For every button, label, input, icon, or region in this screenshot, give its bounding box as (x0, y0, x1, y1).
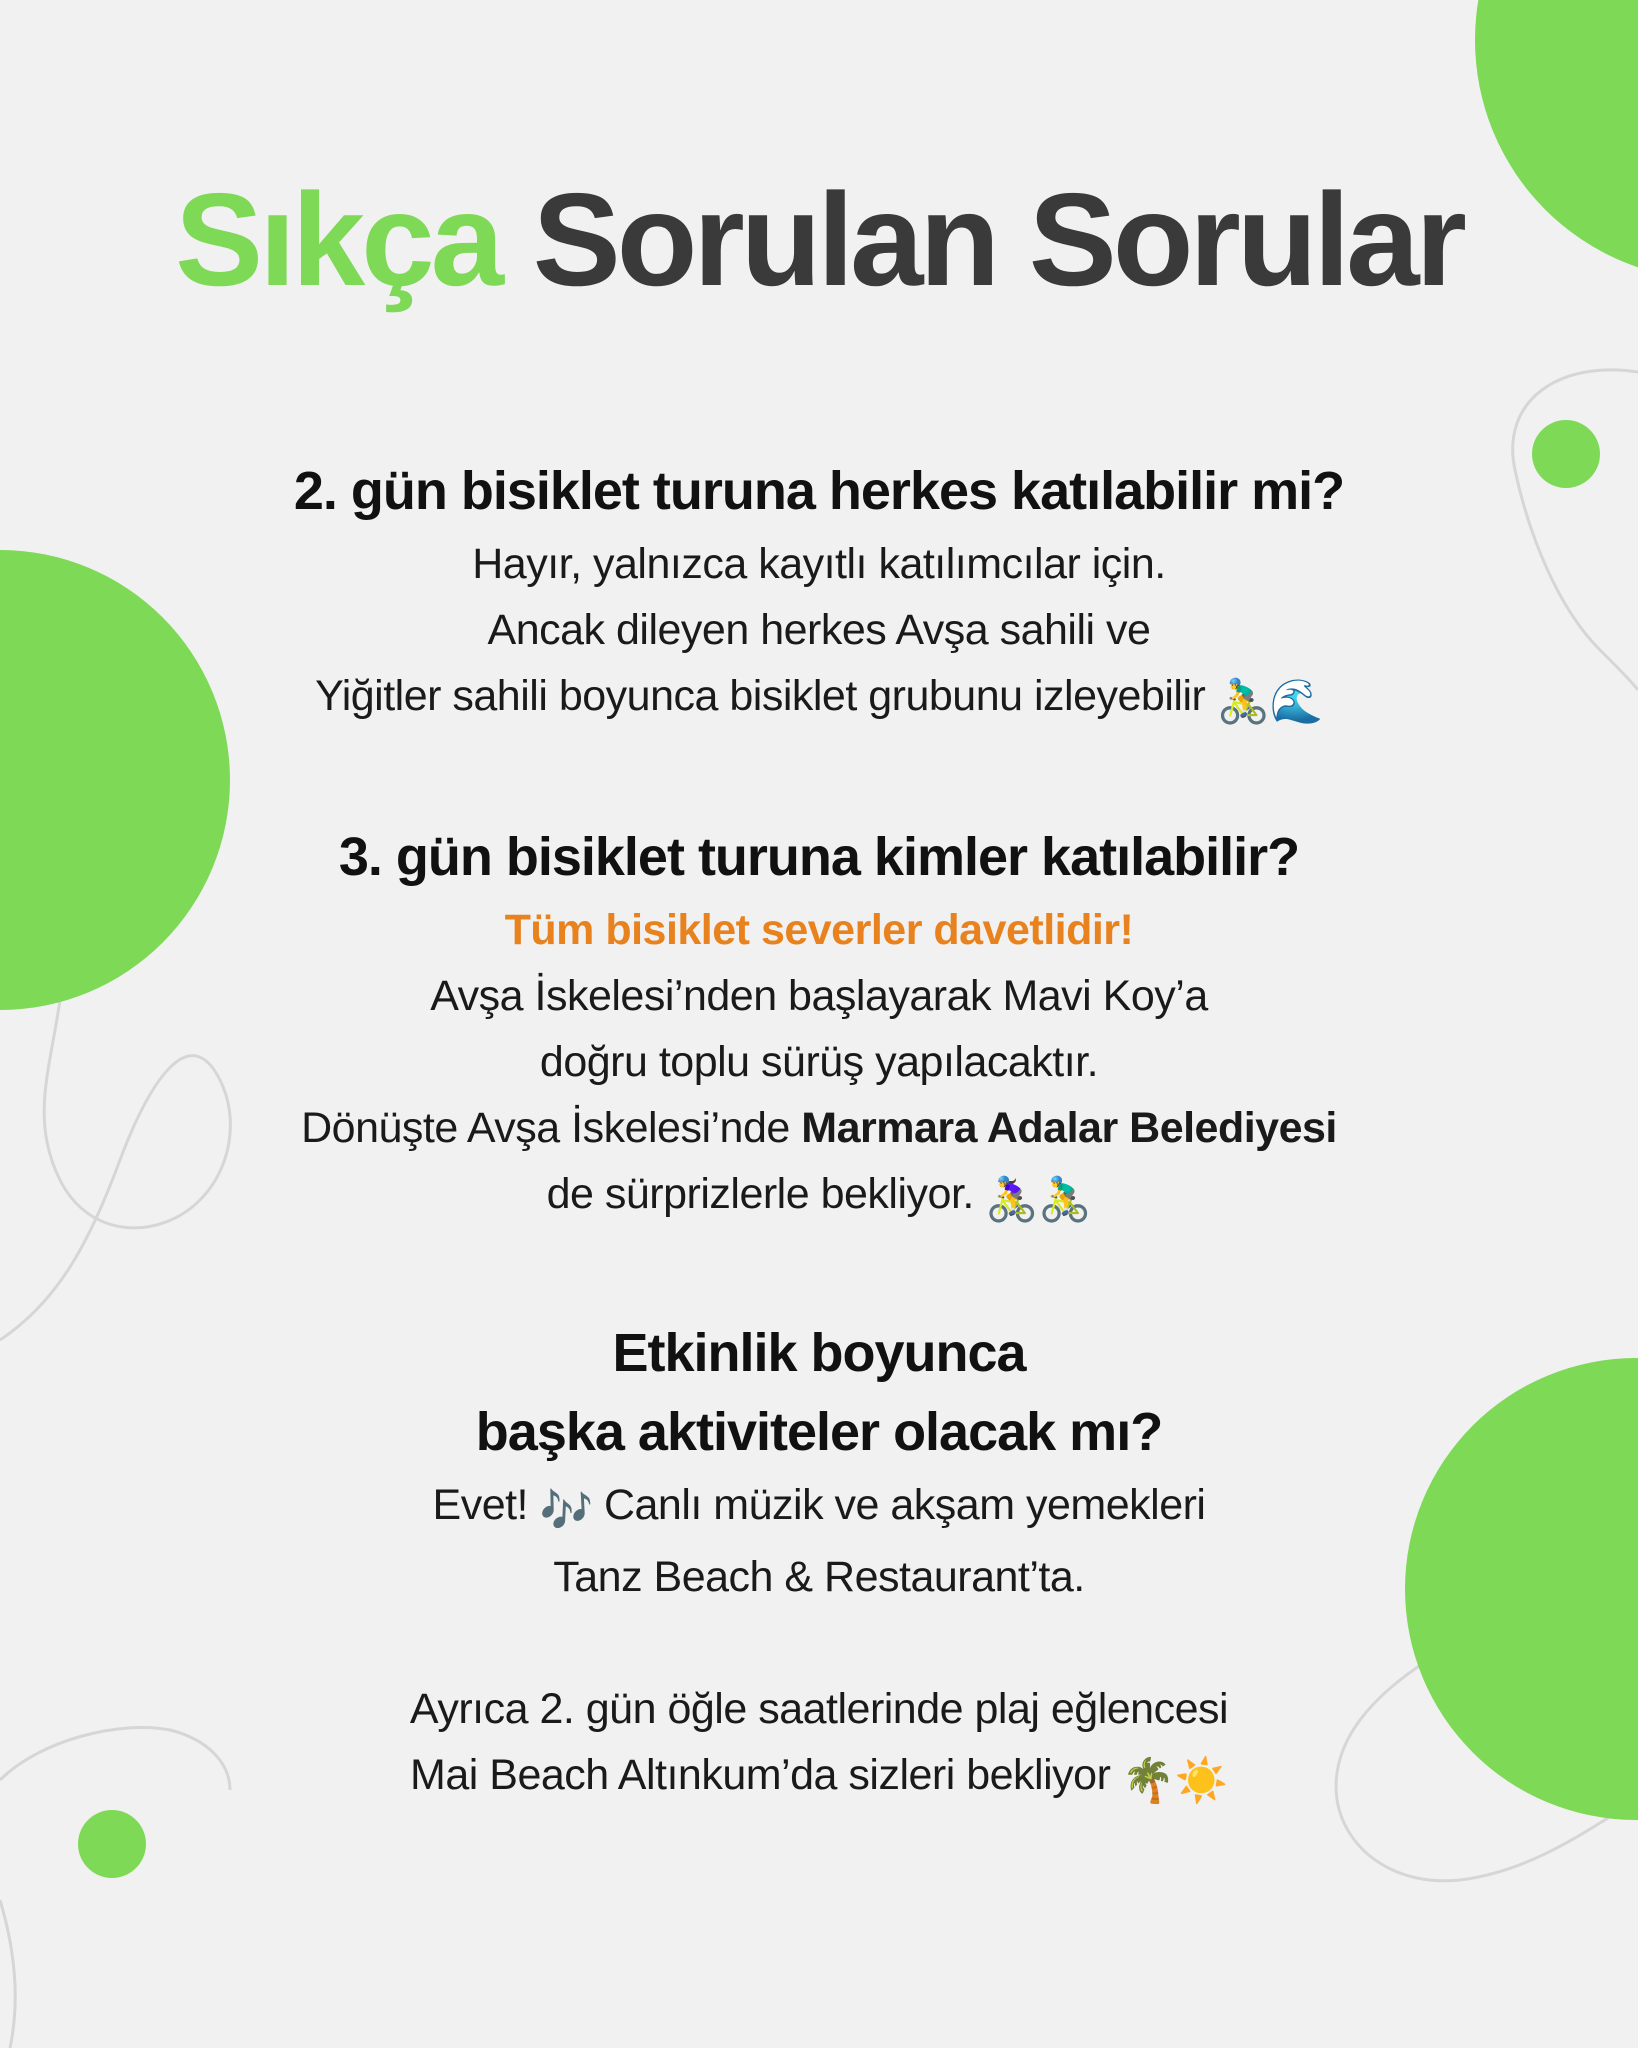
faq-answer-1-line-1: Hayır, yalnızca kayıtlı katılımcılar için. (472, 540, 1166, 588)
faq-answer-2-line-3 (0, 1095, 1638, 1161)
faq-answer-2-line-2: doğru toplu sürüş yapılacaktır. (539, 1038, 1099, 1086)
deco-dot-left (78, 1810, 146, 1878)
music-notes-icon: 🎶 (539, 1487, 593, 1535)
faq-answer-3-line-4-text: Mai Beach Altınkum’da sizleri bekliyor (410, 1751, 1111, 1799)
faq-answer-3-line-1-text: Canlı müzik ve akşam yemekleri (603, 1481, 1206, 1529)
cyclists-icon: 🚴‍♀️🚴‍♂️ (985, 1176, 1092, 1224)
cyclist-wave-icon: 🚴‍♂️🌊 (1216, 678, 1323, 726)
faq-answer-2-line-1: Avşa İskelesi’nden başlayarak Mavi Koy’a (430, 972, 1208, 1020)
faq-item-1 (0, 452, 1638, 735)
faq-answer-3-line-3: Ayrıca 2. gün öğle saatlerinde plaj eğlencesi (409, 1685, 1229, 1733)
faq-answer-3-line-1 (0, 1472, 1638, 1544)
faq-item-3 (0, 1314, 1638, 1814)
page-title (0, 165, 1638, 315)
title-rest: Sorulan Sorular (532, 166, 1463, 313)
municipality-name: Marmara Adalar Belediyesi (801, 1104, 1337, 1152)
faq-question-2: 3. gün bisiklet turuna kimler katılabilir? (338, 827, 1300, 887)
faq-item-2 (0, 818, 1638, 1233)
title-accent: Sıkça (175, 166, 501, 313)
faq-answer-2-line-3-text: Dönüşte Avşa İskelesi’nde (301, 1104, 802, 1152)
faq-answer-3-evet: Evet! (432, 1481, 529, 1529)
faq-question-3-line-1: Etkinlik boyunca (612, 1323, 1026, 1383)
faq-answer-1-line-3-text: Yiğitler sahili boyunca bisiklet grubunu izleyebilir (315, 672, 1206, 720)
faq-answer-2-highlight: Tüm bisiklet severler davetlidir! (504, 906, 1134, 954)
faq-answer-1-line-2: Ancak dileyen herkes Avşa sahili ve (487, 606, 1151, 654)
faq-answer-3-line-4 (0, 1742, 1638, 1814)
faq-question-3-line-2: başka aktiviteler olacak mı? (475, 1402, 1163, 1462)
faq-answer-2-line-4 (0, 1161, 1638, 1233)
faq-answer-2-line-4-text: de sürprizlerle bekliyor. (546, 1170, 974, 1218)
faq-question-1: 2. gün bisiklet turuna herkes katılabilir mi? (293, 461, 1345, 521)
faq-answer-1-line-3 (0, 663, 1638, 735)
palm-sun-icon: 🌴☀️ (1121, 1757, 1228, 1805)
faq-answer-3-line-2: Tanz Beach & Restaurant’ta. (553, 1553, 1085, 1601)
